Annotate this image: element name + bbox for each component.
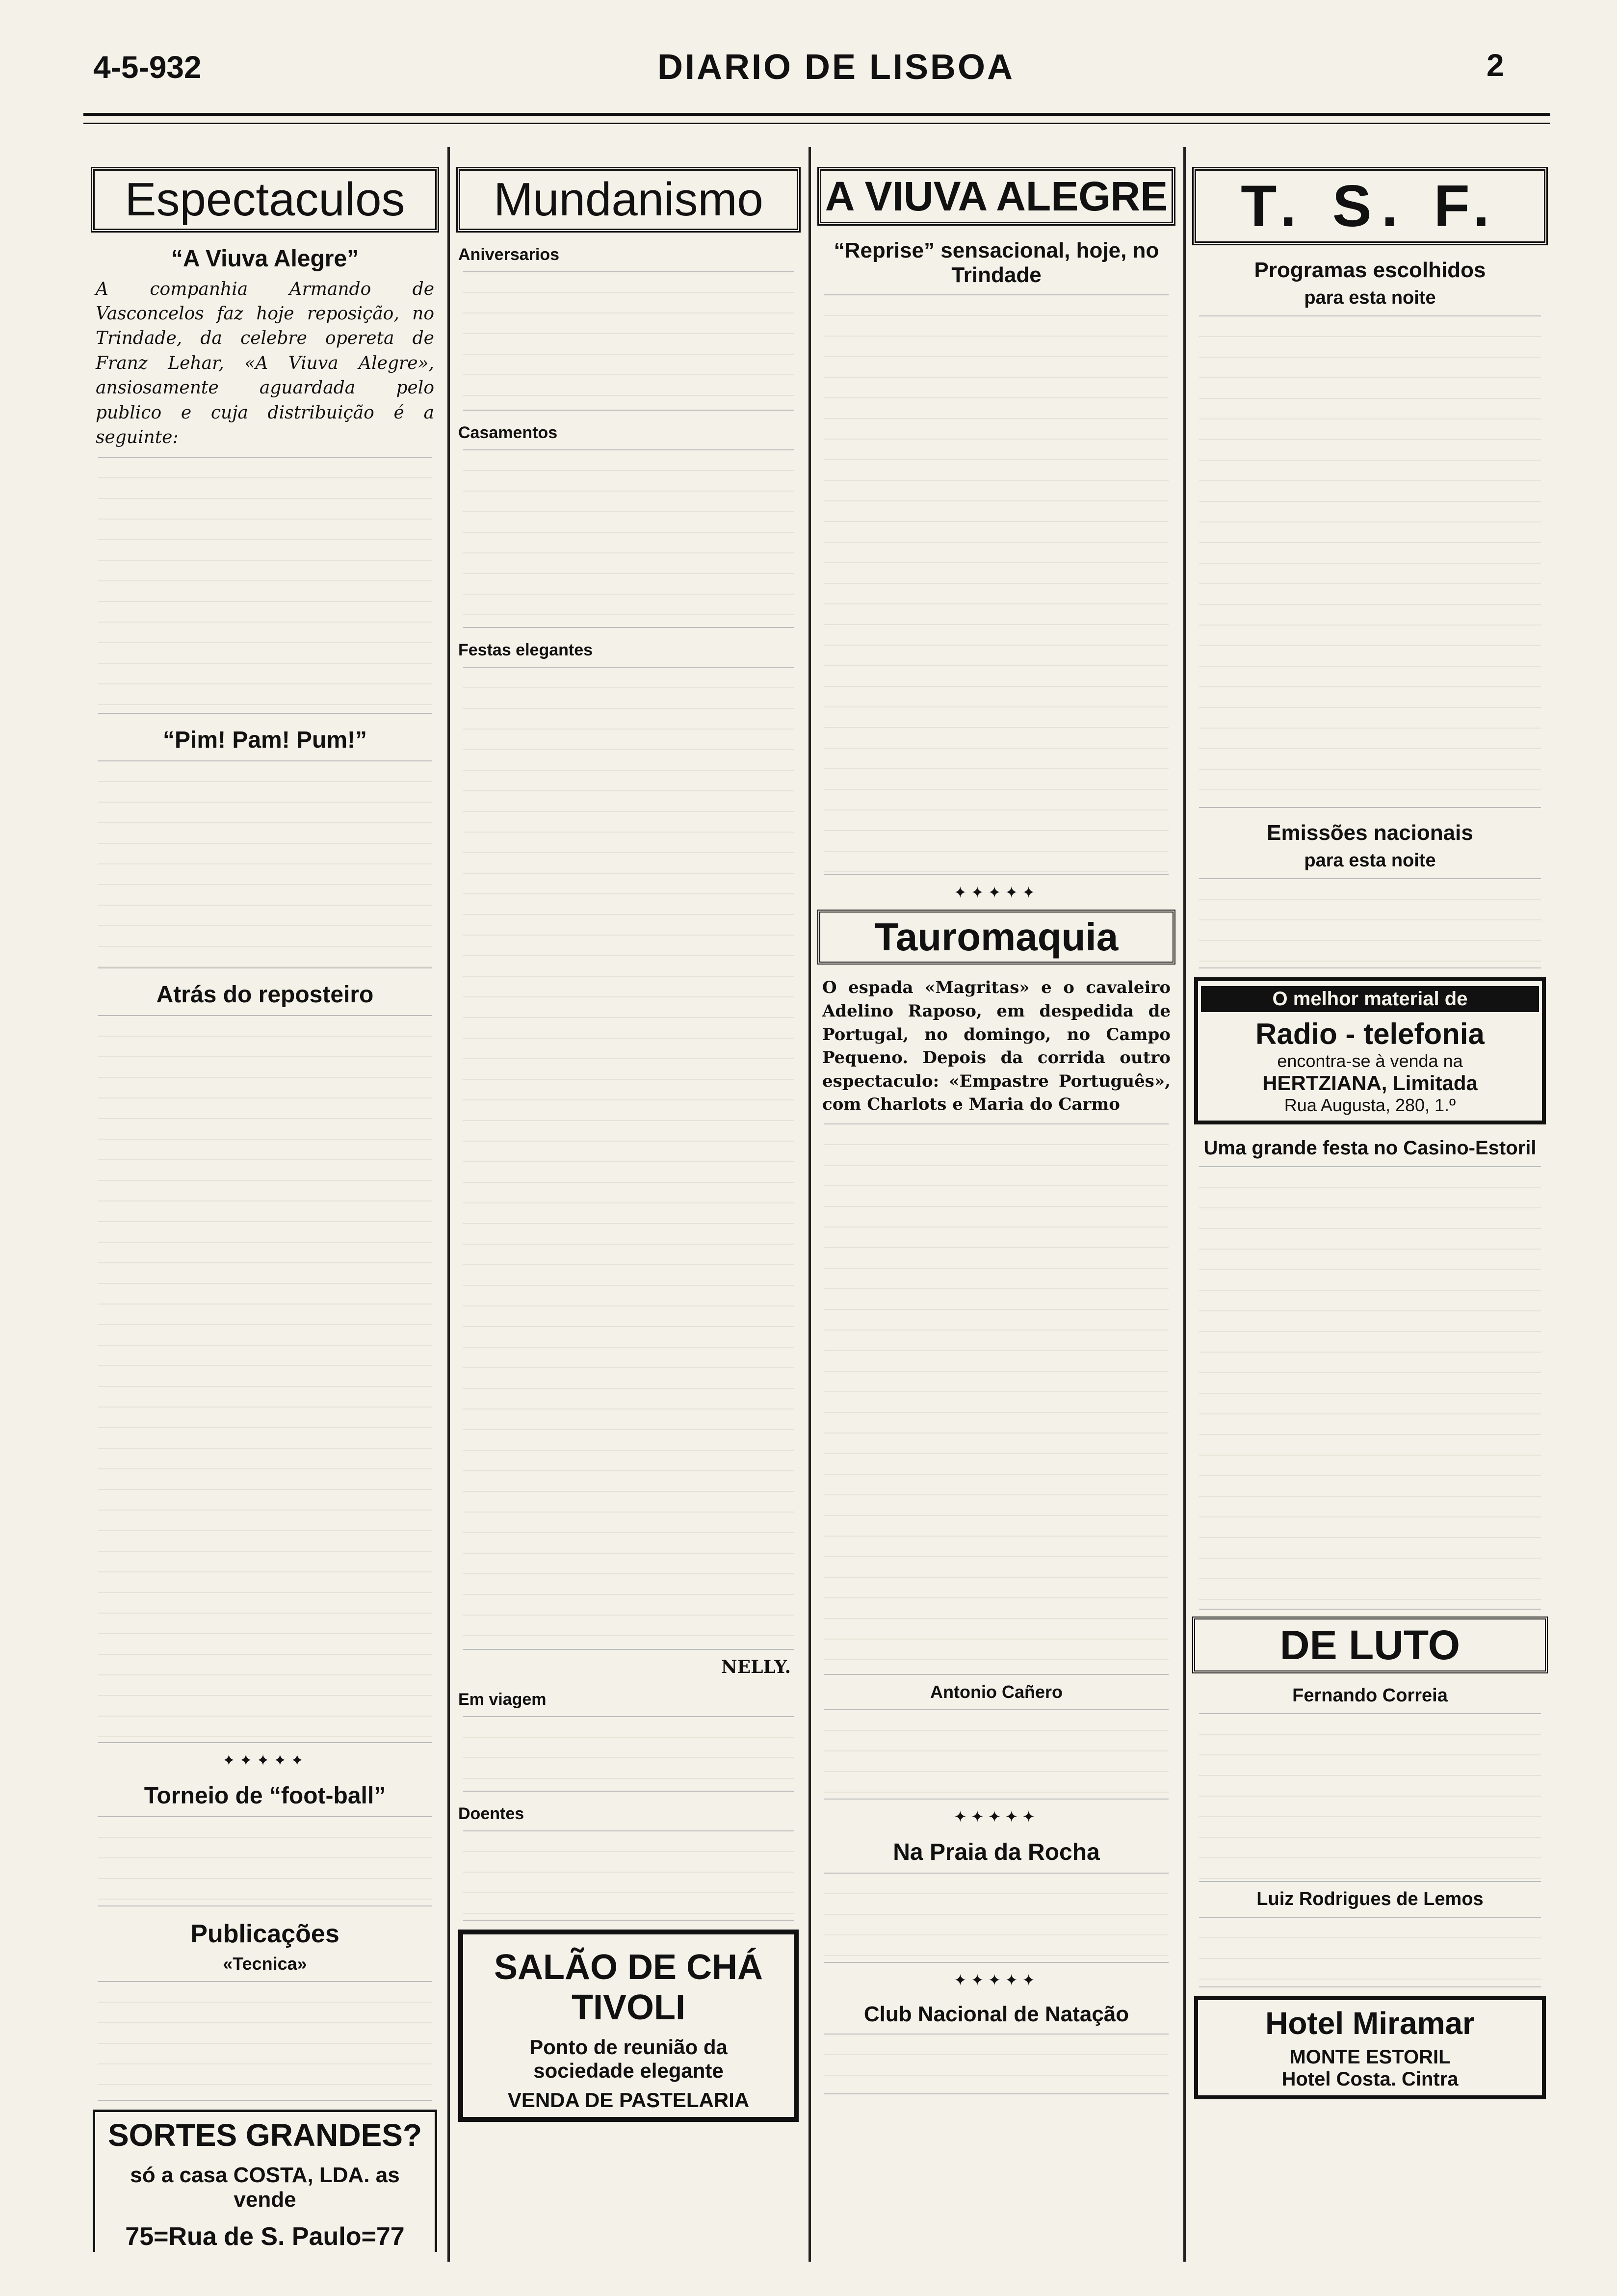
advertisement-hertziana — [1194, 977, 1546, 1124]
ad-headline: SORTES GRANDES? — [107, 2117, 422, 2153]
column-separator — [447, 147, 450, 2262]
illegible-text-block — [98, 1816, 432, 1906]
obituary-name-2: Luiz Rodrigues de Lemos — [1256, 1889, 1484, 1910]
top-rule — [83, 113, 1550, 116]
subhead-festas-elegantes: Festas elegantes — [458, 640, 593, 659]
headline-pim-pam-pum: “Pim! Pam! Pum!” — [162, 727, 367, 754]
article-intro: A companhia Armando de Vasconcelos faz hoje reposição, no Trindade, da celebre opereta de Franz Lehar, «A Viuva Alegre», ansiosamente aguardada pelo publico e cuja distribuição é a seguinte: — [96, 279, 434, 447]
illegible-text-block — [463, 271, 794, 411]
illegible-text-block — [98, 1015, 432, 1743]
illegible-text-block — [463, 667, 794, 1650]
page-number: 2 — [1487, 48, 1504, 83]
section-title-mundanismo: Mundanismo — [456, 167, 801, 233]
ornament-divider: ✦✦✦✦✦ — [953, 1970, 1040, 1989]
illegible-text-block — [463, 1830, 794, 1921]
ad-address: 75=Rua de S. Paulo=77 — [125, 2222, 405, 2251]
obituary-name-1: Fernando Correia — [1292, 1685, 1448, 1706]
illegible-text-block — [1199, 1166, 1541, 1610]
headline-praia-da-rocha: Na Praia da Rocha — [893, 1839, 1100, 1865]
column-tsf — [1187, 162, 1553, 2252]
ad-text: só a casa COSTA, LDA. as vende — [130, 2163, 400, 2212]
headline-reprise: “Reprise” sensacional, hoje, no Trindade — [834, 238, 1159, 287]
column-separator — [1183, 147, 1186, 2262]
headline-torneio-football: Torneio de “foot-ball” — [144, 1783, 386, 1809]
column-viuva-alegre — [812, 162, 1180, 2252]
column-espectaculos — [86, 162, 444, 2252]
subhead-casamentos: Casamentos — [458, 423, 558, 442]
subhead-antonio-canero: Antonio Cañero — [930, 1681, 1063, 1702]
issue-date: 4-5-932 — [93, 50, 202, 85]
ad-text: MONTE ESTORIL — [1289, 2046, 1451, 2068]
ad-text: sociedade elegante — [533, 2059, 724, 2082]
ornament-divider: ✦✦✦✦✦ — [222, 1751, 308, 1770]
tauromaquia-subhead: O espada «Magritas» e o cavaleiro Adelino Raposo, em despedida de Portugal, no domingo, no Campo Pequeno. Depois da corrida outro espectaculo: «Empastre Português», com Charlots e Maria do Carmo — [822, 978, 1171, 1115]
ornament-divider: ✦✦✦✦✦ — [953, 883, 1040, 902]
ad-text: Hotel Costa. Cintra — [1281, 2068, 1459, 2090]
illegible-text-block — [98, 1981, 432, 2101]
illegible-text-block — [824, 1709, 1169, 1800]
illegible-text-block — [824, 2034, 1169, 2094]
subhead-aniversarios: Aniversarios — [458, 245, 559, 264]
section-title-tauromaquia: Tauromaquia — [817, 910, 1175, 965]
advertisement-hotel-miramar — [1194, 1996, 1546, 2099]
headline-club-natacao: Club Nacional de Natação — [863, 2002, 1129, 2026]
column-mundanismo — [451, 162, 806, 2252]
emissoes-subhead: para esta noite — [1304, 850, 1436, 871]
ad-text: VENDA DE PASTELARIA — [507, 2088, 750, 2112]
illegible-text-block — [824, 294, 1169, 875]
illegible-text-block — [824, 1123, 1169, 1675]
publicacoes-subhead: «Tecnica» — [223, 1954, 307, 1974]
ad-banner: O melhor material de — [1201, 986, 1539, 1012]
headline-emissoes-nacionais: Emissões nacionais — [1267, 821, 1473, 845]
top-rule-thin — [83, 123, 1550, 124]
ornament-divider: ✦✦✦✦✦ — [953, 1807, 1040, 1826]
ad-text: Ponto de reunião da — [529, 2035, 728, 2059]
illegible-text-block — [1199, 878, 1541, 968]
section-title-viuva-alegre: A VIUVA ALEGRE — [817, 167, 1175, 226]
illegible-text-block — [463, 1716, 794, 1792]
illegible-text-block — [824, 1873, 1169, 1963]
headline-publicacoes: Publicações — [190, 1920, 339, 1949]
ad-text: encontra-se à venda na — [1277, 1051, 1463, 1071]
headline-viuva-alegre: “A Viuva Alegre” — [171, 245, 359, 272]
illegible-text-block — [98, 760, 432, 968]
illegible-text-block — [463, 449, 794, 628]
newspaper-title: DIARIO DE LISBOA — [657, 48, 1015, 87]
ad-headline: Radio - telefonia — [1255, 1018, 1485, 1050]
masthead — [0, 0, 1617, 128]
subhead-em-viagem: Em viagem — [458, 1690, 547, 1709]
illegible-text-block — [1199, 1713, 1541, 1882]
section-title-tsf: T. S. F. — [1192, 167, 1548, 245]
section-title-de-luto: DE LUTO — [1192, 1617, 1548, 1673]
ad-address: Rua Augusta, 280, 1.º — [1284, 1095, 1456, 1115]
advertisement-salao-tivoli — [458, 1930, 799, 2122]
section-title-espectaculos: Espectaculos — [91, 167, 439, 233]
headline-festa-casino: Uma grande festa no Casino-Estoril — [1203, 1137, 1537, 1159]
advertisement-sortes-grandes — [93, 2110, 437, 2252]
subhead-doentes: Doentes — [458, 1804, 524, 1823]
ad-headline: SALÃO DE CHÁ TIVOLI — [494, 1947, 763, 2027]
programas-subhead: para esta noite — [1304, 287, 1436, 308]
ad-text: HERTZIANA, Limitada — [1262, 1071, 1478, 1095]
signature-nelly: NELLY. — [721, 1656, 791, 1677]
ad-headline: Hotel Miramar — [1265, 2006, 1475, 2041]
headline-atras-do-reposteiro: Atrás do reposteiro — [156, 982, 374, 1008]
column-separator — [808, 147, 811, 2262]
illegible-text-block — [98, 457, 432, 714]
headline-programas: Programas escolhidos — [1254, 258, 1486, 282]
illegible-text-block — [1199, 315, 1541, 808]
illegible-text-block — [1199, 1917, 1541, 1987]
